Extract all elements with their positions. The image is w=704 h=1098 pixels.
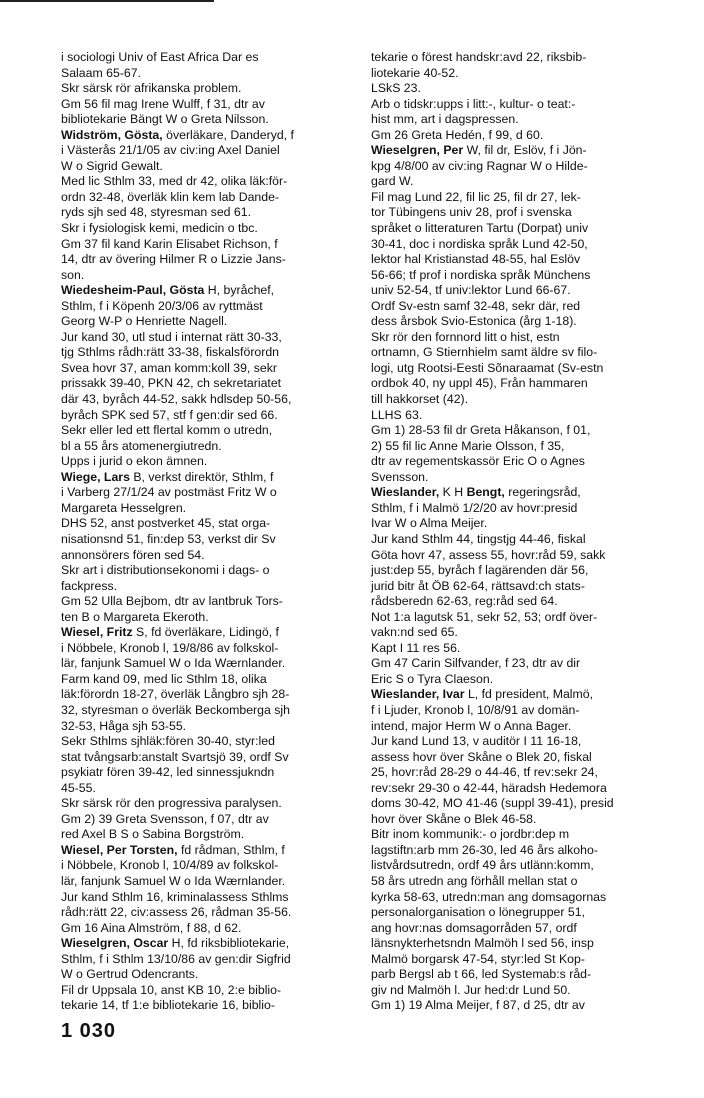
line-text: lär, fanjunk Samuel W o Ida Wærnlander. [61,656,286,671]
text-line [371,687,667,703]
text-line [61,827,356,843]
text-line [371,283,667,299]
line-text: logi, utg Rootsi-Eesti Sõnaraamat (Sv-estn [371,360,604,375]
text-line [371,516,667,532]
text-line [61,283,356,299]
text-line [371,610,667,626]
entry-name: Wieslander, Ivar [371,687,465,702]
text-line [371,221,667,237]
line-text: L, fd president, Malmö, [464,687,594,702]
text-line [61,812,356,828]
line-text: hovr över Skåne o Blek 46-58. [371,811,537,826]
line-text: ang hovr:nas domsagorråden 57, ordf [371,920,577,935]
line-text: kpg 4/8/00 av civ:ing Ragnar W o Hilde- [371,158,588,173]
line-text: S, fd överläkare, Lidingö, f [132,625,279,640]
text-line [371,750,667,766]
line-text: lär, fanjunk Samuel W o Ida Wærnlander. [61,873,286,888]
text-line [371,703,667,719]
line-text: bibliotekarie Bängt W o Greta Nilsson. [61,112,269,127]
text-line [61,594,356,610]
text-line [371,190,667,206]
text-line [61,439,356,455]
line-text: länsnykterhetsndn Malmöh l sed 56, insp [371,936,594,951]
text-line [61,890,356,906]
line-text: tjg Sthlms rådh:rätt 33-38, fiskalsförordn [61,345,280,360]
line-text: just:dep 55, byråch f lagärenden där 56, [371,563,589,578]
text-line [371,625,667,641]
line-text: Med lic Sthlm 33, med dr 42, olika läk:för- [61,174,288,189]
text-line [371,392,667,408]
text-line [61,268,356,284]
line-text: Eric S o Tyra Claeson. [371,671,494,686]
text-line [61,967,356,983]
line-text: LLHS 63. [371,407,423,422]
line-text: 45-55. [61,780,96,795]
line-text: Skr särsk rör afrikanska problem. [61,81,242,96]
text-line [371,765,667,781]
text-line [371,50,667,66]
line-text: H, fd riksbibliotekarie, [168,936,290,951]
line-text: tekarie 14, tf 1:e bibliotekarie 16, biblio- [61,998,275,1013]
text-line [61,672,356,688]
line-text: ten B o Margareta Ekeroth. [61,609,209,624]
line-text: 2) 55 fil lic Anne Marie Olsson, f 35, [371,438,565,453]
line-text: gard W. [371,174,414,189]
line-text: Gm 37 fil kand Karin Elisabet Richson, f [61,236,278,251]
text-line [61,765,356,781]
text-line [61,983,356,999]
line-text: bl a 55 års atomenergiutredn. [61,438,222,453]
line-text: parb Bergsl ab t 66, led Systemab:s råd- [371,967,592,982]
text-line [61,221,356,237]
line-text: psykiatr fören 39-42, led sinnessjukndn [61,765,275,780]
line-text: doms 30-42, MO 41-46 (suppl 39-41), presid [371,796,614,811]
line-text: Gm 16 Aina Almström, f 88, d 62. [61,920,242,935]
text-line [61,548,356,564]
line-text: fackpress. [61,578,118,593]
line-text: hist mm, art i dagspressen. [371,112,519,127]
line-text: Arb o tidskr:upps i litt:-, kultur- o teat:- [371,96,576,111]
text-line [371,672,667,688]
line-text: ryds sjh sed 48, styresman sed 61. [61,205,252,220]
line-text: Bitr inom kommunik:- o jordbr:dep m [371,827,570,842]
line-text: Skr särsk rör den progressiva paralysen. [61,796,282,811]
line-text: W o Sigrid Gewalt. [61,158,163,173]
line-text: giv nd Malmöh l. Jur hed:dr Lund 50. [371,982,571,997]
line-text: Upps i jurid o ekon ämnen. [61,454,208,469]
line-text: Sthlm, f i Malmö 1/2/20 av hovr:presid [371,500,578,515]
line-text: rådsberedn 62-63, reg:råd sed 64. [371,594,558,609]
line-text: red Axel B S o Sabina Borgström. [61,827,245,842]
text-line [61,687,356,703]
text-line [371,159,667,175]
text-line [61,392,356,408]
line-text: Ordf Sv-estn samf 32-48, sekr där, red [371,298,581,313]
text-line [371,921,667,937]
line-text: DHS 52, anst postverket 45, stat orga- [61,516,271,531]
text-line [371,890,667,906]
line-text: i Varberg 27/1/24 av postmäst Fritz W o [61,485,277,500]
line-text: Sthlm, f i Köpenh 20/3/06 av ryttmäst [61,298,263,313]
text-line [371,128,667,144]
text-line [61,174,356,190]
text-line [371,66,667,82]
text-line [371,983,667,999]
text-line [371,563,667,579]
text-line [371,143,667,159]
text-line [61,905,356,921]
text-line [371,314,667,330]
text-line [371,112,667,128]
entry-name: Wiege, Lars [61,469,130,484]
line-text: tor Tübingens univ 28, prof i svenska [371,205,572,220]
line-text: Farm kand 09, med lic Sthlm 18, olika [61,671,267,686]
text-line [61,50,356,66]
line-text: Svea hovr 37, aman komm:koll 39, sekr [61,360,277,375]
text-line [61,485,356,501]
text-line [61,501,356,517]
text-line [371,905,667,921]
text-line [61,143,356,159]
text-line [61,66,356,82]
line-text: Gm 2) 39 Greta Svensson, f 07, dtr av [61,811,269,826]
text-line [371,299,667,315]
text-line [61,376,356,392]
text-line [371,734,667,750]
text-line [371,656,667,672]
entry-name: Wiedesheim-Paul, Gösta [61,283,205,298]
line-text: i Nöbbele, Kronob l, 19/8/86 av folkskol- [61,640,279,655]
line-text: Malmö borgarsk 47-54, styr:led St Kop- [371,951,585,966]
text-line [61,936,356,952]
text-line [61,237,356,253]
text-line [61,625,356,641]
line-text: Gm 47 Carin Silfvander, f 23, dtr av dir [371,656,581,671]
line-text: son. [61,267,85,282]
line-text: W, fil dr, Eslöv, f i Jön- [463,143,587,158]
text-line [371,967,667,983]
line-text: H, byråchef, [204,283,275,298]
line-text: intend, major Herm W o Anna Bager. [371,718,572,733]
line-text: Gm 1) 28-53 fil dr Greta Håkanson, f 01, [371,423,591,438]
text-line [371,423,667,439]
line-text: f i Ljuder, Kronob l, 10/8/91 av domän- [371,702,580,717]
text-line [371,548,667,564]
line-text: till hakkorset (42). [371,392,469,407]
line-text: dtr av regementskassör Eric O o Agnes [371,454,585,469]
text-line [61,470,356,486]
text-line [61,330,356,346]
text-line [61,205,356,221]
entry-name: Wieselgren, Oscar [61,936,169,951]
line-text: lektor hal Kristianstad 48-55, hal Eslöv [371,252,581,267]
top-rule [0,0,214,2]
line-text: Gm 1) 19 Alma Meijer, f 87, d 25, dtr av [371,998,585,1013]
text-line [61,610,356,626]
line-text: 30-41, doc i nordiska språk Lund 42-50, [371,236,588,251]
text-line [371,796,667,812]
text-line [371,952,667,968]
text-line [61,641,356,657]
text-line [371,205,667,221]
text-line [61,423,356,439]
line-text: Ivar W o Alma Meijer. [371,516,488,531]
text-line [371,843,667,859]
text-line [61,858,356,874]
line-text: Skr art i distributionsekonomi i dags- o [61,563,270,578]
text-line [371,237,667,253]
line-text: LSkS 23. [371,81,421,96]
line-text: 32, styresman o överläk Beckomberga sjh [61,702,290,717]
line-text: liotekarie 40-52. [371,65,459,80]
line-text: Jur kand Lund 13, v auditör I 11 16-18, [371,734,582,749]
text-line [61,750,356,766]
line-text: jurid bitr åt ÖB 62-64, rättsavd:ch stats- [371,578,585,593]
text-line [371,812,667,828]
line-text: Gm 26 Greta Hedén, f 99, d 60. [371,127,544,142]
text-line [371,470,667,486]
line-text: 56-66; tf prof i nordiska språk Münchens [371,267,591,282]
text-line [61,796,356,812]
line-text: rådh:rätt 22, civ:assess 26, rådman 35-56. [61,905,292,920]
line-text: Gm 56 fil mag Irene Wulff, f 31, dtr av [61,96,265,111]
text-line [61,408,356,424]
line-text: 32-53, Håga sjh 53-55. [61,718,187,733]
text-line [61,703,356,719]
line-text: assess hovr över Skåne o Blek 20, fiskal [371,749,592,764]
line-text: Gm 52 Ulla Bejbom, dtr av lantbruk Tors- [61,594,283,609]
text-line [371,376,667,392]
line-text: 25, hovr:råd 28-29 o 44-46, tf rev:sekr 24, [371,765,598,780]
line-text: läk:förordn 18-27, överläk Långbro sjh 28- [61,687,290,702]
text-line [61,361,356,377]
text-line [61,314,356,330]
text-line [61,299,356,315]
entry-name: Wiesel, Per Torsten, [61,842,178,857]
text-line [371,594,667,610]
line-text: ordn 32-48, överläk klin kem lab Dande- [61,189,280,204]
line-text: Sekr eller led ett flertal komm o utredn, [61,423,273,438]
line-text: annonsörers fören sed 54. [61,547,205,562]
text-line [61,579,356,595]
text-line [371,781,667,797]
line-text: ortnamn, G Stiernhielm samt äldre sv filo- [371,345,598,360]
line-text: personalorganisation o lönegrupper 51, [371,905,585,920]
text-line [371,439,667,455]
text-line [61,781,356,797]
line-text: byråch SPK sed 57, stf f gen:dir sed 66. [61,407,278,422]
line-text: Svensson. [371,469,429,484]
line-text: fd rådman, Sthlm, f [177,842,285,857]
line-text: Fil mag Lund 22, fil lic 25, fil dr 27, lek- [371,189,581,204]
line-text: i sociologi Univ of East Africa Dar es [61,50,259,64]
page-number: 1 030 [61,1020,117,1042]
line-text: i Västerås 21/1/05 av civ:ing Axel Daniel [61,143,280,158]
text-line [61,81,356,97]
text-line [61,563,356,579]
text-line [61,734,356,750]
line-text: kyrka 58-63, utredn:man ang domsagornas [371,889,607,904]
line-text: dess årsbok Svio-Estonica (årg 1-18). [371,314,577,329]
text-line [371,268,667,284]
text-line [371,936,667,952]
text-line [371,874,667,890]
text-line [61,345,356,361]
entry-name: Wieslander, [371,485,440,500]
line-text: Jur kand 30, utl stud i internat rätt 30-33, [61,329,282,344]
entry-name: Wieselgren, Per [371,143,464,158]
text-line [61,97,356,113]
line-text: Jur kand Sthlm 44, tingstjg 44-46, fiskal [371,531,586,546]
line-text: Göta hovr 47, assess 55, hovr:råd 59, sakk [371,547,606,562]
text-line [371,174,667,190]
text-line [371,252,667,268]
text-line [61,998,356,1014]
line-text: prissakk 39-40, PKN 42, ch sekretariatet [61,376,282,391]
entry-name: Wiesel, Fritz [61,625,133,640]
line-text: 58 års utredn ang förhåll mellan stat o [371,873,578,888]
line-text: Skr rör den fornnord litt o hist, estn [371,329,560,344]
line-text: nisationsnd 51, fin:dep 53, verkst dir Sv [61,531,276,546]
line-text: språket o litteraturen Tartu (Dorpat) univ [371,221,589,236]
text-line [61,112,356,128]
line-text: Sthlm, f i Sthlm 13/10/86 av gen:dir Sigfrid [61,951,291,966]
text-line [371,330,667,346]
right-column [371,50,667,1014]
text-line [61,874,356,890]
line-text: K H [439,485,467,500]
line-text: Georg W-P o Henriette Nagell. [61,314,228,329]
text-line [371,641,667,657]
line-text: rev:sekr 29-30 o 42-44, häradsh Hedemora [371,780,607,795]
text-line [61,843,356,859]
text-line [371,579,667,595]
text-line [61,252,356,268]
line-text: 14, dtr av övering Hilmer R o Lizzie Jans- [61,252,286,267]
text-line [371,998,667,1014]
entry-name: Widström, Gösta, [61,127,163,142]
line-text: B, verkst direktör, Sthlm, f [129,469,274,484]
text-line [371,454,667,470]
line-text: stat tvångsarb:anstalt Svartsjö 39, ordf Sv [61,749,289,764]
line-text: Kapt I 11 res 56. [371,640,461,655]
line-text: vakn:nd sed 65. [371,625,458,640]
line-text: Margareta Hesselgren. [61,500,187,515]
left-column [61,50,356,1014]
line-text: Jur kand Sthlm 16, kriminalassess Sthlms [61,889,289,904]
text-line [61,719,356,735]
text-line [371,485,667,501]
line-text: i Nöbbele, Kronob l, 10/4/89 av folkskol- [61,858,279,873]
line-text: Not 1:a lagutsk 51, sekr 52, 53; ordf över- [371,609,598,624]
line-text: listvårdsutredn, ordf 49 års utlänn:komm, [371,858,594,873]
line-text: där 43, byråch 44-52, sakk hdlsdep 50-56, [61,392,292,407]
line-text: ordbok 40, ny uppl 45), Från hammaren [371,376,588,391]
text-line [371,501,667,517]
text-line [61,532,356,548]
text-line [371,858,667,874]
line-text: Salaam 65-67. [61,65,141,80]
text-line [371,345,667,361]
text-line [61,128,356,144]
text-line [371,719,667,735]
text-line [371,81,667,97]
text-line [371,532,667,548]
text-line [371,827,667,843]
text-line [61,516,356,532]
text-line [61,190,356,206]
line-text: Sekr Sthlms sjhläk:fören 30-40, styr:led [61,734,275,749]
line-text: lagstiftn:arb mm 26-30, led 46 års alkoho- [371,842,598,857]
text-line [61,656,356,672]
entry-name: Bengt, [466,485,505,500]
line-text: Fil dr Uppsala 10, anst KB 10, 2:e biblio- [61,982,282,997]
line-text: Skr i fysiologisk kemi, medicin o tbc. [61,221,258,236]
text-line [371,97,667,113]
line-text: tekarie o förest handskr:avd 22, riksbib- [371,50,587,64]
line-text: regeringsråd, [504,485,581,500]
line-text: W o Gertrud Odencrants. [61,967,199,982]
text-line [371,408,667,424]
text-line [61,454,356,470]
text-line [371,361,667,377]
line-text: överläkare, Danderyd, f [162,127,294,142]
text-line [61,159,356,175]
line-text: univ 52-54, tf univ:lektor Lund 66-67. [371,283,571,298]
text-line [61,921,356,937]
text-line [61,952,356,968]
